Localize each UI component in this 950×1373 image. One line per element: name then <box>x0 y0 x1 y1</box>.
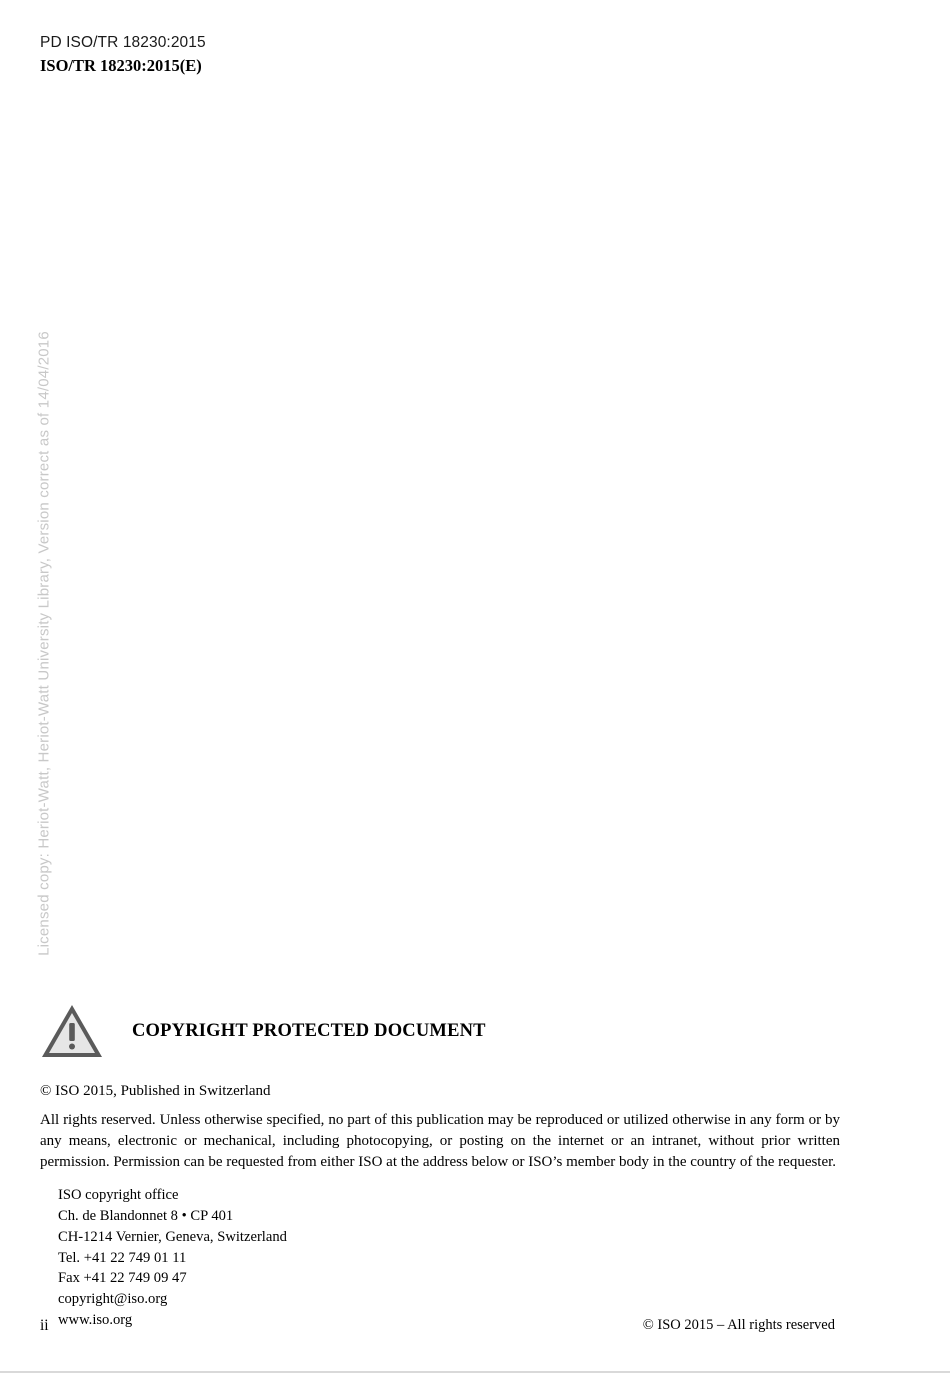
copyright-title: COPYRIGHT PROTECTED DOCUMENT <box>132 1020 486 1041</box>
iso-copyright-office-address <box>58 1185 840 1330</box>
copyright-section <box>40 1000 840 1330</box>
document-header <box>40 33 206 77</box>
page-number: ii <box>40 1317 49 1334</box>
footer-rights-text: © ISO 2015 – All rights reserved <box>642 1317 835 1333</box>
copyright-notice: © ISO 2015, Published in Switzerland <box>40 1083 271 1099</box>
warning-triangle-icon <box>40 1003 104 1059</box>
copyright-heading-row <box>40 1000 840 1062</box>
copyright-body-text: All rights reserved. Unless otherwise specified, no part of this publication may be reproduced or utilized otherwise in any form or by any means, electronic or mechanical, including photocopying, or posting on the internet or an intranet, without prior written permission. Permission can be requested from either ISO at the address below or ISO’s member body in the country of the requester. <box>40 1111 840 1171</box>
page-footer <box>40 1317 910 1337</box>
license-watermark: Licensed copy: Heriot-Watt, Heriot-Watt University Library, Version correct as of 14/04/2016 <box>35 331 53 956</box>
address-line: Ch. de Blandonnet 8 • CP 401 <box>58 1208 234 1225</box>
address-website: www.iso.org <box>58 1311 133 1328</box>
header-standard-designation: PD ISO/TR 18230:2015 <box>40 34 206 51</box>
address-email: copyright@iso.org <box>58 1290 168 1307</box>
address-line: Fax +41 22 749 09 47 <box>58 1270 187 1287</box>
address-line: ISO copyright office <box>58 1187 179 1204</box>
address-line: Tel. +41 22 749 01 11 <box>58 1249 187 1266</box>
address-line: CH-1214 Vernier, Geneva, Switzerland <box>58 1228 287 1245</box>
header-standard-reference: ISO/TR 18230:2015(E) <box>40 55 202 75</box>
